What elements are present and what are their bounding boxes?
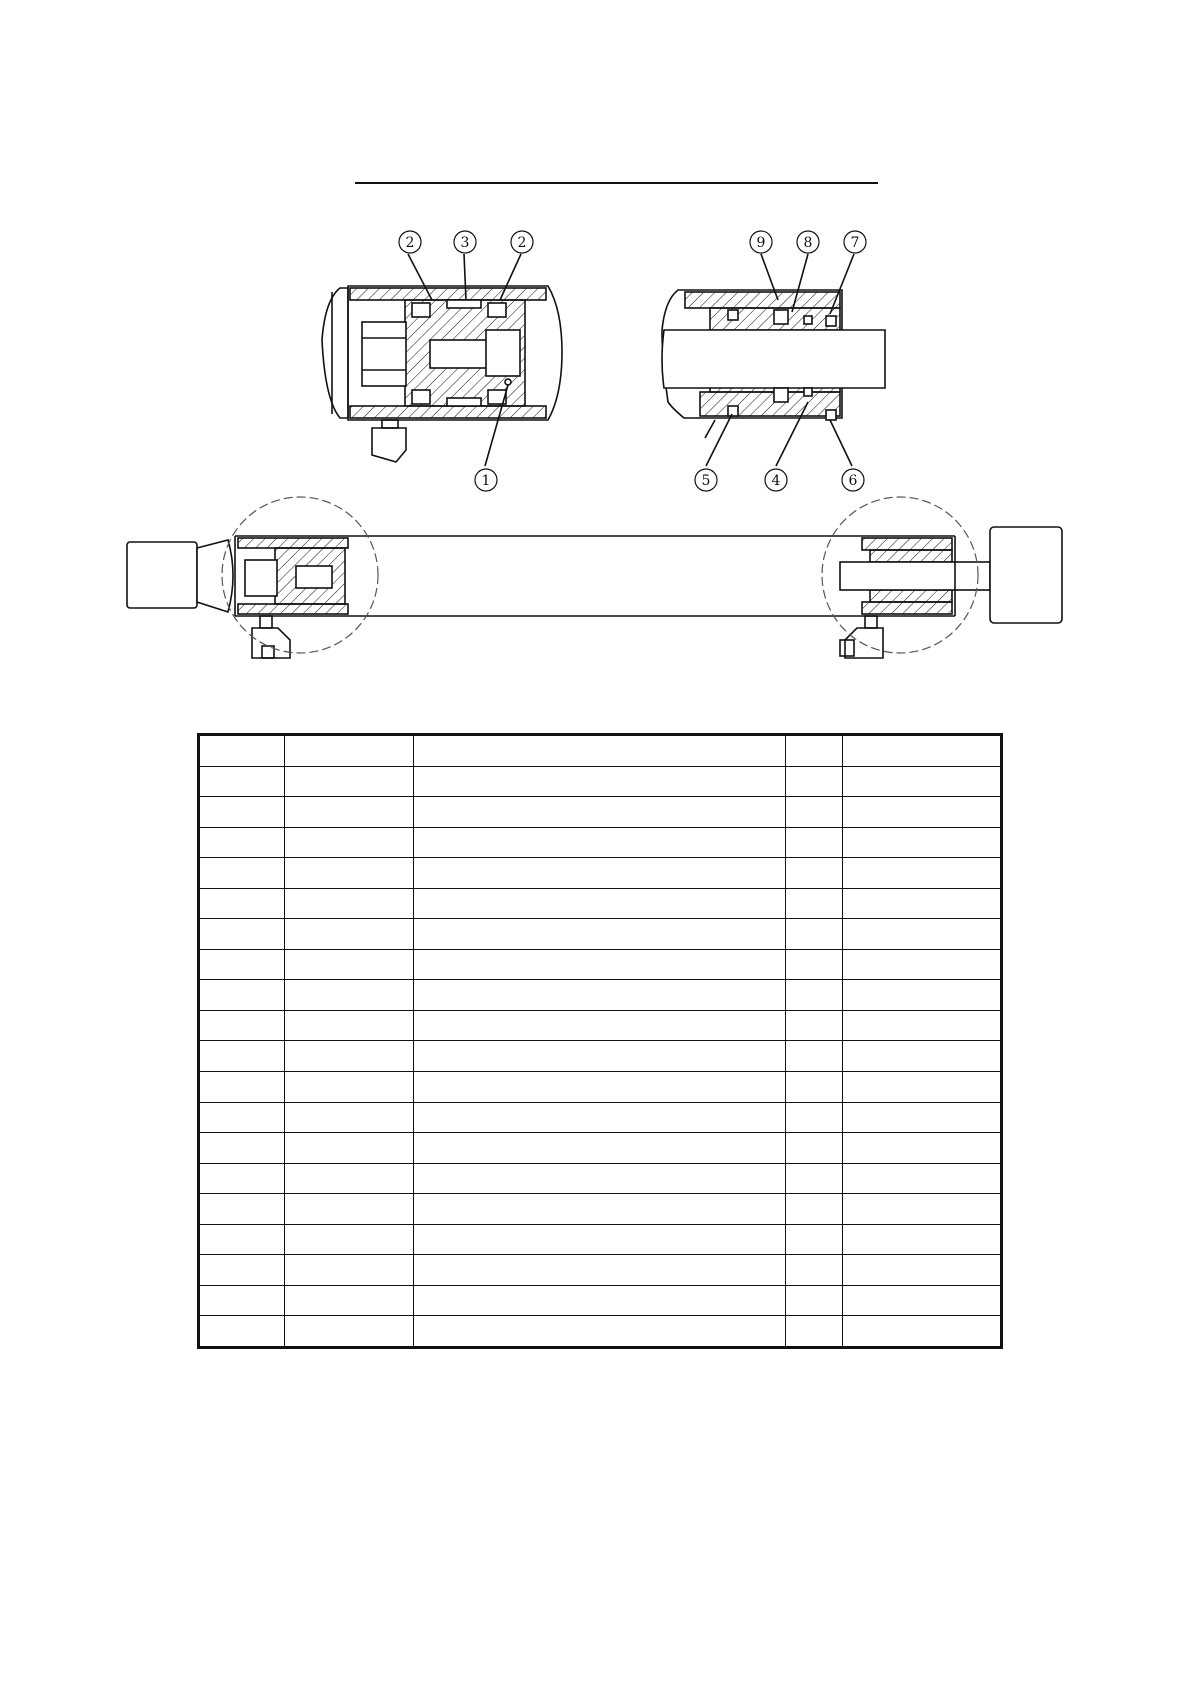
table-cell — [843, 1133, 1002, 1164]
table-cell — [413, 888, 785, 919]
table-cell — [413, 827, 785, 858]
table-row — [199, 949, 1002, 980]
table-cell — [285, 1010, 413, 1041]
table-cell — [285, 1072, 413, 1103]
table-cell — [199, 1255, 285, 1286]
callout-label: 2 — [517, 235, 527, 251]
table-cell — [843, 1163, 1002, 1194]
table-row — [199, 1224, 1002, 1255]
table-cell — [199, 1285, 285, 1316]
table-cell — [413, 1041, 785, 1072]
table-cell — [285, 1194, 413, 1225]
table-cell — [199, 1102, 285, 1133]
table-row — [199, 1102, 1002, 1133]
table-cell — [199, 858, 285, 889]
table-cell — [786, 1133, 843, 1164]
table-cell — [285, 1133, 413, 1164]
table-cell — [413, 1255, 785, 1286]
table-cell — [199, 980, 285, 1011]
table-cell — [413, 1133, 785, 1164]
table-cell — [843, 797, 1002, 828]
table-cell — [786, 1163, 843, 1194]
table-cell — [843, 919, 1002, 950]
table-row — [199, 827, 1002, 858]
table-cell — [843, 1010, 1002, 1041]
table-row — [199, 888, 1002, 919]
table-cell — [199, 735, 285, 767]
table-cell — [786, 919, 843, 950]
table-cell — [786, 888, 843, 919]
table-cell — [843, 827, 1002, 858]
table-cell — [843, 949, 1002, 980]
table-cell — [285, 735, 413, 767]
table-cell — [199, 949, 285, 980]
table-cell — [786, 1316, 843, 1348]
table-cell — [199, 919, 285, 950]
table-cell — [843, 1194, 1002, 1225]
table-row — [199, 1010, 1002, 1041]
callout-label: 2 — [405, 235, 415, 251]
table-row — [199, 766, 1002, 797]
table-cell — [285, 1163, 413, 1194]
head-end-detail — [322, 254, 562, 466]
table-cell — [199, 827, 285, 858]
table-cell — [786, 766, 843, 797]
table-cell — [413, 919, 785, 950]
callout-label: 1 — [481, 473, 491, 489]
table-cell — [413, 1224, 785, 1255]
table-cell — [199, 1072, 285, 1103]
table-cell — [786, 980, 843, 1011]
table-cell — [285, 1255, 413, 1286]
table-cell — [843, 1041, 1002, 1072]
table-cell — [786, 735, 843, 767]
parts-list-table — [197, 733, 1003, 1349]
table-cell — [285, 797, 413, 828]
table-cell — [786, 949, 843, 980]
table-cell — [843, 1255, 1002, 1286]
table-cell — [786, 1041, 843, 1072]
table-cell — [199, 1010, 285, 1041]
table-cell — [285, 888, 413, 919]
table-cell — [786, 1072, 843, 1103]
callout-label: 8 — [803, 235, 813, 251]
table-cell — [786, 1255, 843, 1286]
table-cell — [413, 735, 785, 767]
table-cell — [413, 1194, 785, 1225]
table-row — [199, 1041, 1002, 1072]
table-row — [199, 1072, 1002, 1103]
table-cell — [843, 1072, 1002, 1103]
table-cell — [285, 949, 413, 980]
table-cell — [843, 1285, 1002, 1316]
table-row — [199, 1316, 1002, 1348]
table-row — [199, 1285, 1002, 1316]
table-cell — [843, 1102, 1002, 1133]
table-cell — [285, 1102, 413, 1133]
table-cell — [199, 1041, 285, 1072]
table-cell — [786, 1224, 843, 1255]
table-header-row — [199, 735, 1002, 767]
table-cell — [199, 1316, 285, 1348]
table-cell — [786, 1194, 843, 1225]
table-cell — [843, 735, 1002, 767]
table-row — [199, 1255, 1002, 1286]
table-cell — [413, 1102, 785, 1133]
table-cell — [413, 949, 785, 980]
table-cell — [285, 858, 413, 889]
table-row — [199, 797, 1002, 828]
table-cell — [285, 1316, 413, 1348]
table-cell — [285, 1041, 413, 1072]
table-cell — [413, 766, 785, 797]
table-cell — [199, 1194, 285, 1225]
table-row — [199, 858, 1002, 889]
table-cell — [413, 1285, 785, 1316]
table-cell — [285, 766, 413, 797]
table-cell — [843, 888, 1002, 919]
callout-label: 3 — [460, 235, 470, 251]
table-cell — [285, 827, 413, 858]
table-cell — [285, 1224, 413, 1255]
table-cell — [413, 1316, 785, 1348]
table-row — [199, 919, 1002, 950]
table-cell — [199, 1224, 285, 1255]
table-cell — [786, 858, 843, 889]
table-cell — [285, 980, 413, 1011]
table-row — [199, 1163, 1002, 1194]
table-cell — [413, 1072, 785, 1103]
table-row — [199, 1133, 1002, 1164]
cylinder-cross-section-drawing — [0, 0, 1191, 700]
table-cell — [786, 1102, 843, 1133]
callout-label: 6 — [848, 473, 858, 489]
table-cell — [199, 797, 285, 828]
table-cell — [786, 1285, 843, 1316]
table-cell — [843, 1224, 1002, 1255]
table-cell — [843, 858, 1002, 889]
table-cell — [786, 1010, 843, 1041]
table-cell — [199, 766, 285, 797]
table-cell — [843, 1316, 1002, 1348]
table-cell — [843, 766, 1002, 797]
table-cell — [199, 1133, 285, 1164]
cylinder-assembly — [127, 527, 1062, 658]
table-cell — [413, 1163, 785, 1194]
table-cell — [786, 827, 843, 858]
table-cell — [285, 919, 413, 950]
table-row — [199, 1194, 1002, 1225]
table-cell — [843, 980, 1002, 1011]
table-cell — [413, 797, 785, 828]
callout-label: 9 — [756, 235, 766, 251]
callout-label: 7 — [850, 235, 860, 251]
table-row — [199, 980, 1002, 1011]
table-cell — [413, 1010, 785, 1041]
callout-label: 5 — [701, 473, 711, 489]
table-cell — [413, 980, 785, 1011]
table-cell — [199, 888, 285, 919]
table-cell — [285, 1285, 413, 1316]
table-cell — [199, 1163, 285, 1194]
callout-label: 4 — [771, 473, 781, 489]
table-cell — [413, 858, 785, 889]
table-cell — [786, 797, 843, 828]
rod-end-detail — [662, 254, 885, 466]
